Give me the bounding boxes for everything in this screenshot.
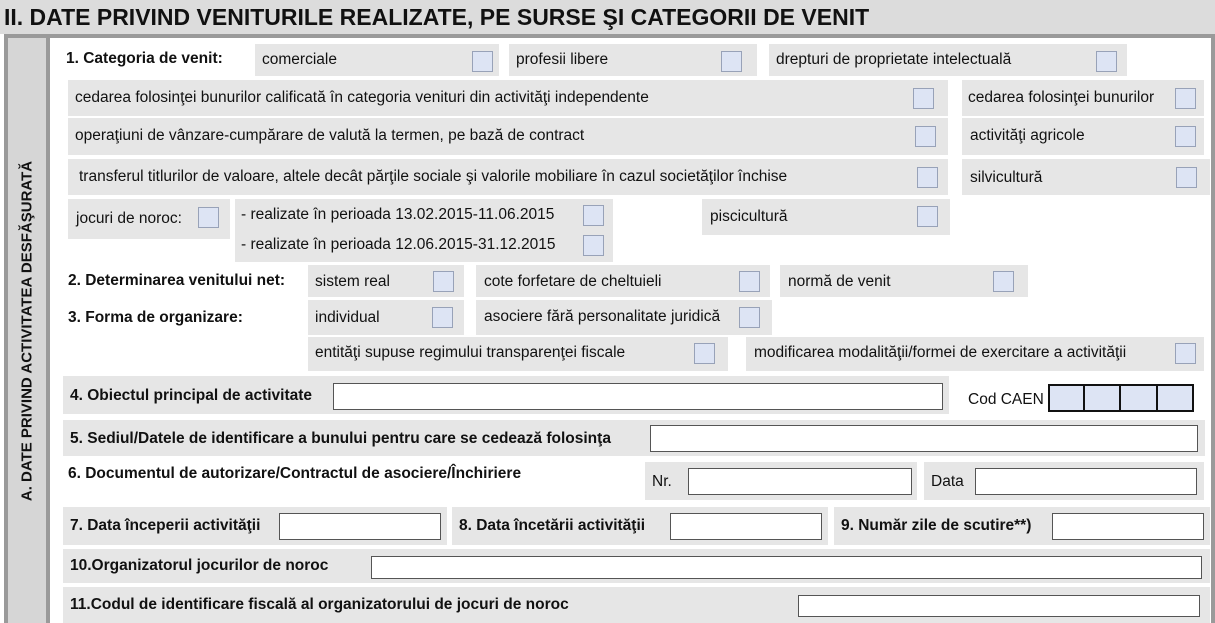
caen-divider — [1119, 386, 1121, 410]
caen-label: Cod CAEN — [968, 391, 1044, 408]
side-label: A. DATE PRIVIND ACTIVITATEA DESFĂŞURATĂ — [18, 160, 36, 501]
data-incetare-input[interactable] — [670, 513, 822, 540]
option-label: operaţiuni de vânzare-cumpărare de valută la termen, pe bază de contract — [75, 127, 585, 144]
checkbox-profesii-libere[interactable] — [721, 51, 742, 72]
option-label: normă de venit — [788, 273, 891, 290]
organizator-input[interactable] — [371, 556, 1202, 579]
nr-input[interactable] — [688, 468, 912, 495]
checkbox-perioada-1[interactable] — [583, 205, 604, 226]
caen-input[interactable] — [1048, 384, 1194, 412]
forma-label: 3. Forma de organizare: — [68, 309, 243, 326]
checkbox-cote-forfetare[interactable] — [739, 271, 760, 292]
checkbox-piscicultura[interactable] — [917, 206, 938, 227]
obiect-input[interactable] — [333, 383, 943, 410]
side-label-bar — [8, 38, 50, 623]
option-label: - realizate în perioada 13.02.2015-11.06.2015 — [241, 206, 555, 223]
obiect-label: 4. Obiectul principal de activitate — [70, 387, 313, 404]
checkbox-asociere[interactable] — [739, 307, 760, 328]
option-label: asociere fără personalitate juridică — [484, 308, 721, 325]
sediu-label: 5. Sediul/Datele de identificare a bunului pentru care se cedează folosinţa — [70, 430, 611, 447]
option-label: modificarea modalităţii/formei de exercitare a activităţii — [754, 344, 1127, 361]
option-label: cedarea folosinţei bunurilor calificată în categoria venituri din activităţi independente — [75, 89, 649, 106]
checkbox-cedarea[interactable] — [1175, 88, 1196, 109]
checkbox-jocuri-de-noroc[interactable] — [198, 207, 219, 228]
option-label: cote forfetare de cheltuieli — [484, 273, 662, 290]
caen-divider — [1083, 386, 1085, 410]
sediu-input[interactable] — [650, 425, 1198, 452]
checkbox-individual[interactable] — [432, 307, 453, 328]
cod-fiscal-label: 11.Codul de identificare fiscală al organizatorului de jocuri de noroc — [70, 596, 569, 613]
option-label: individual — [315, 309, 380, 326]
document-label: 6. Documentul de autorizare/Contractul de asociere/Închiriere — [68, 465, 522, 482]
option-label: drepturi de proprietate intelectuală — [776, 51, 1012, 68]
option-label: comerciale — [262, 51, 337, 68]
data-input[interactable] — [975, 468, 1197, 495]
data-incepere-input[interactable] — [279, 513, 441, 540]
zile-scutire-input[interactable] — [1052, 513, 1204, 540]
determinare-label: 2. Determinarea venitului net: — [68, 272, 286, 289]
option-label: piscicultură — [710, 208, 788, 225]
option-label: entităţi supuse regimului transparenţei fiscale — [315, 344, 626, 361]
option-label: cedarea folosinţei bunurilor — [968, 89, 1155, 106]
nr-label: Nr. — [652, 473, 672, 490]
checkbox-silvicultura[interactable] — [1176, 167, 1197, 188]
data-label: Data — [931, 473, 964, 490]
option-label: - realizate în perioada 12.06.2015-31.12.2015 — [241, 236, 556, 253]
checkbox-entitati-transparente[interactable] — [694, 343, 715, 364]
option-label: transferul titlurilor de valoare, altele decât părţile sociale şi valorile mobiliare în cazul societăţilor închise — [79, 168, 788, 185]
option-label: activităţi agricole — [970, 127, 1085, 144]
data-incepere-label: 7. Data începerii activităţii — [70, 517, 261, 534]
cod-fiscal-input[interactable] — [798, 595, 1200, 617]
checkbox-modificarea[interactable] — [1175, 343, 1196, 364]
checkbox-sistem-real[interactable] — [433, 271, 454, 292]
categoria-label: 1. Categoria de venit: — [66, 50, 223, 67]
caen-divider — [1156, 386, 1158, 410]
section-title: II. DATE PRIVIND VENITURILE REALIZATE, PE SURSE ŞI CATEGORII DE VENIT — [0, 0, 1215, 34]
zile-scutire-label: 9. Număr zile de scutire**) — [841, 517, 1032, 534]
checkbox-perioada-2[interactable] — [583, 235, 604, 256]
checkbox-transferul-titlurilor[interactable] — [917, 167, 938, 188]
option-label: silvicultură — [970, 169, 1043, 186]
organizator-label: 10.Organizatorul jocurilor de noroc — [70, 557, 329, 574]
checkbox-cedarea-calificata[interactable] — [913, 88, 934, 109]
checkbox-drepturi-proprietate[interactable] — [1096, 51, 1117, 72]
data-incetare-label: 8. Data încetării activităţii — [459, 517, 646, 534]
checkbox-norma-venit[interactable] — [993, 271, 1014, 292]
checkbox-operatiuni-valuta[interactable] — [915, 126, 936, 147]
checkbox-activitati-agricole[interactable] — [1175, 126, 1196, 147]
checkbox-comerciale[interactable] — [472, 51, 493, 72]
option-label: jocuri de noroc: — [76, 210, 182, 227]
option-label: sistem real — [315, 273, 390, 290]
option-label: profesii libere — [516, 51, 609, 68]
